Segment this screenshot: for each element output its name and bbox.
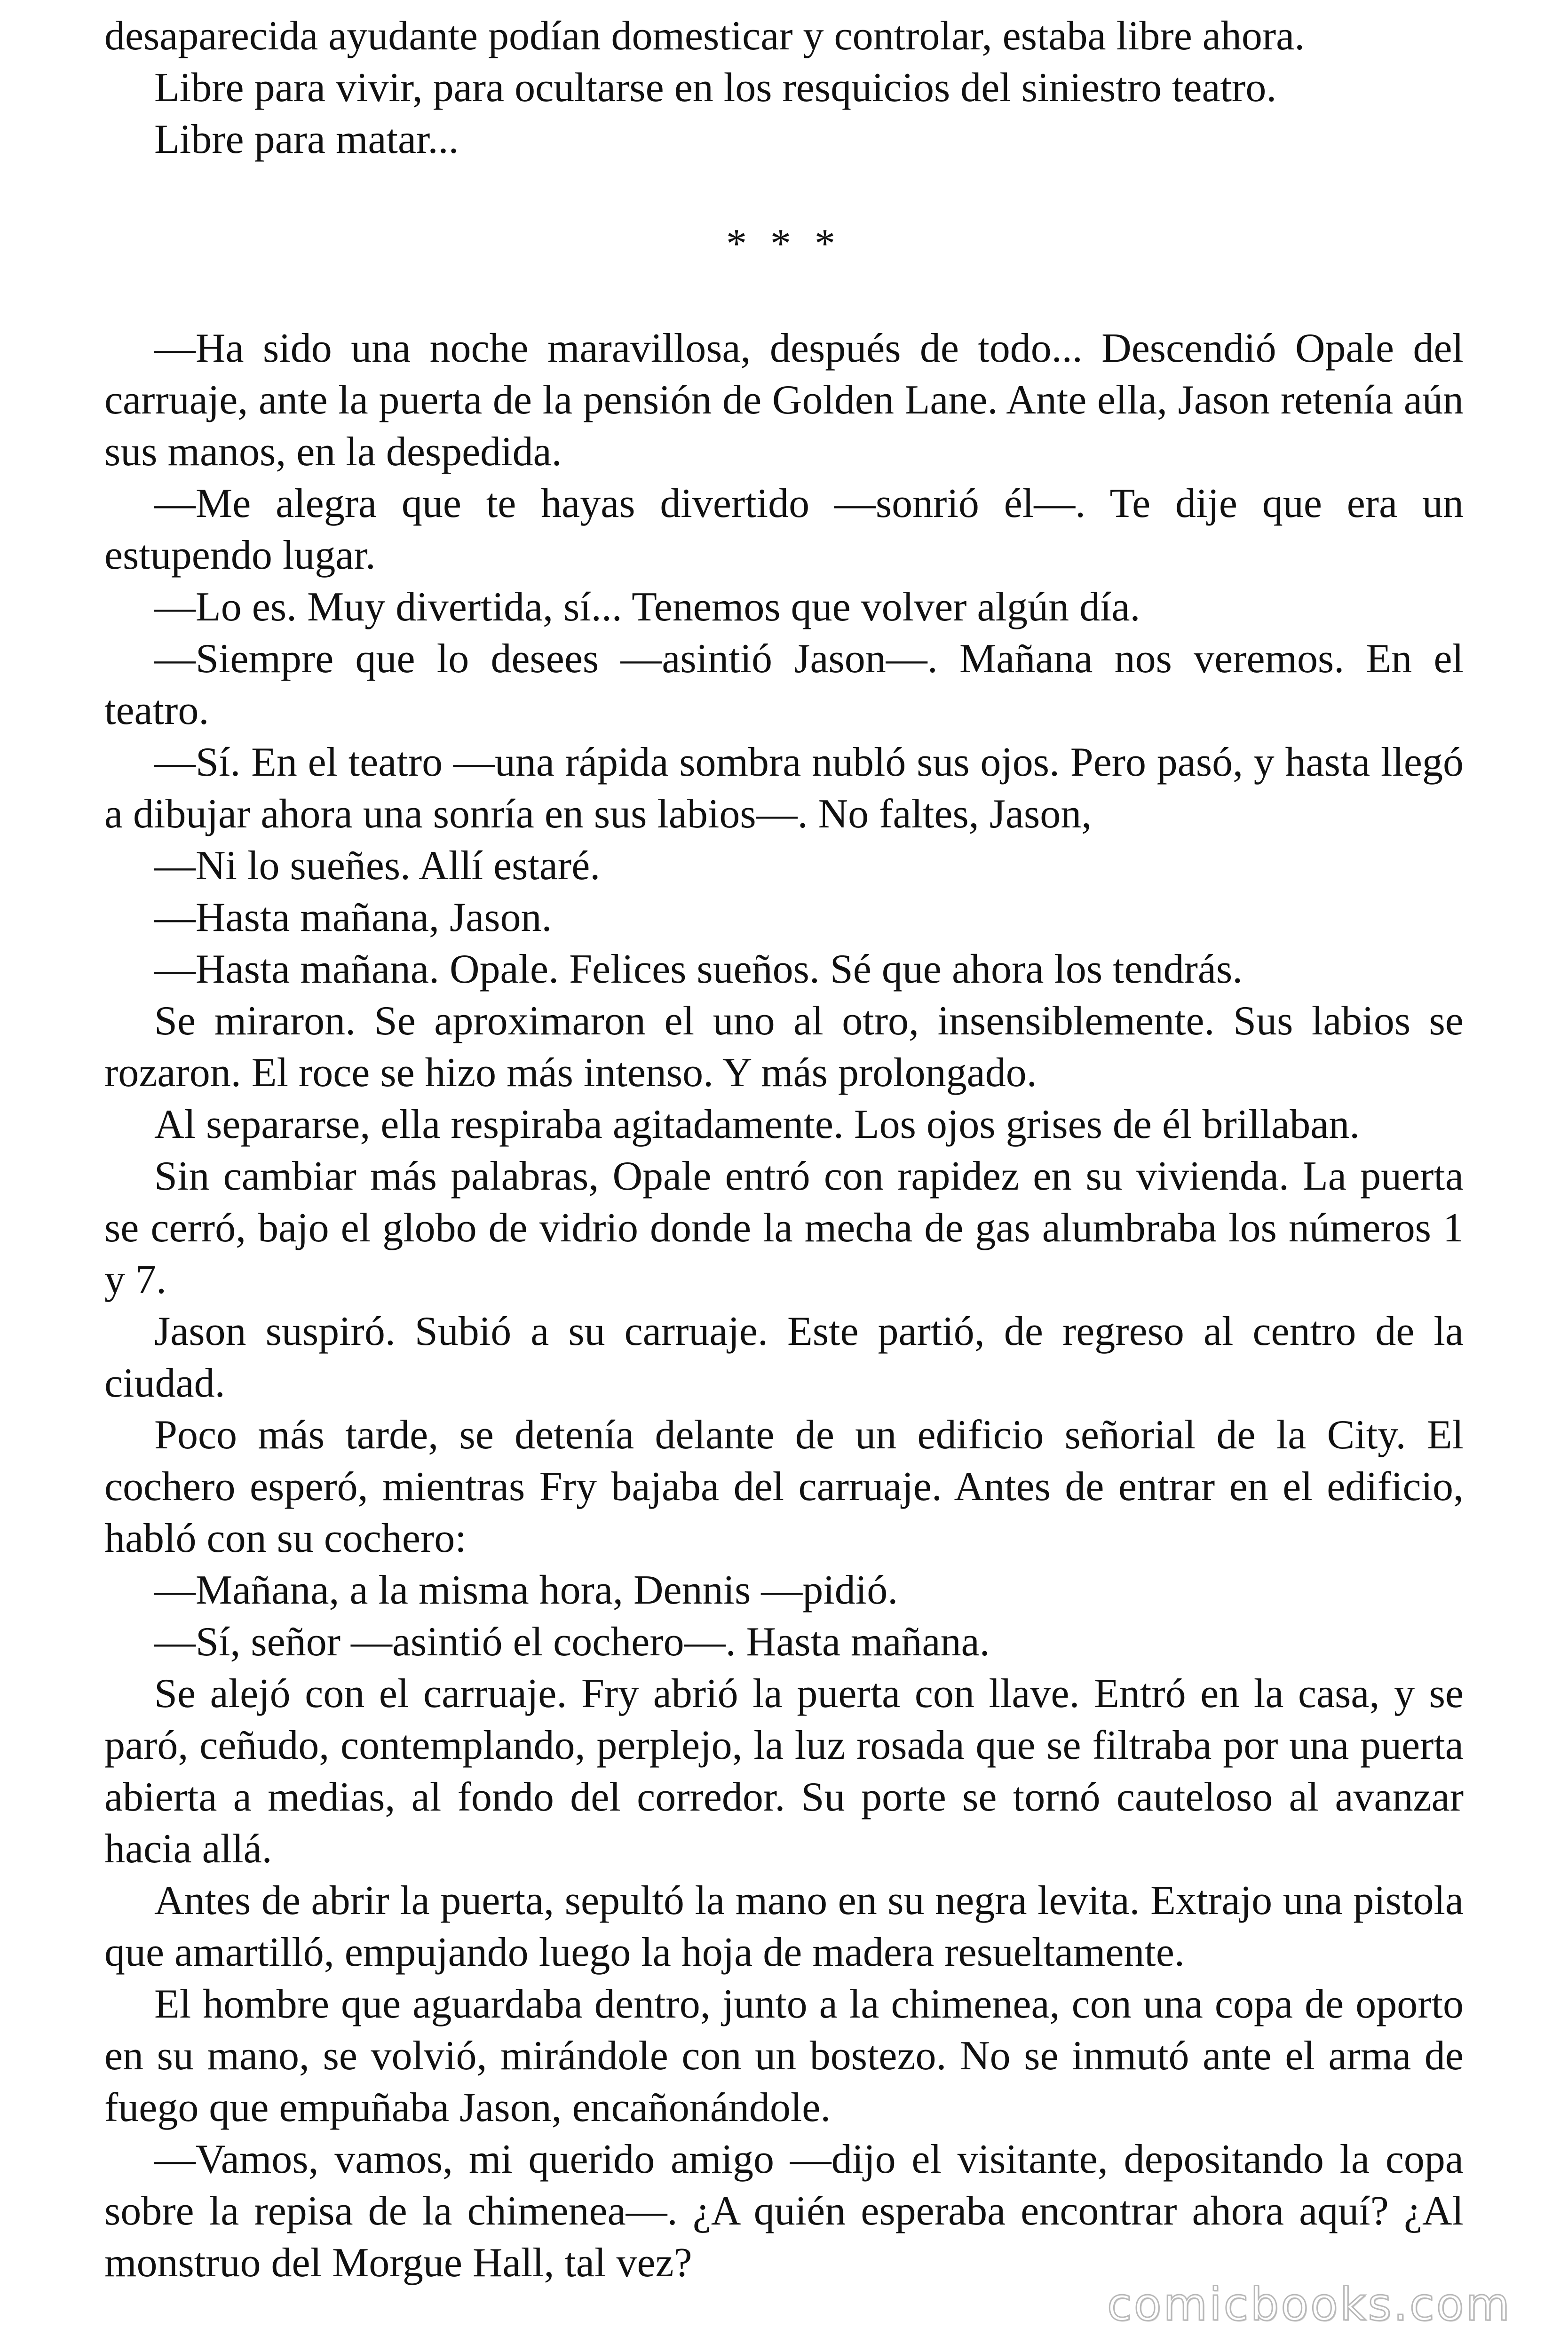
paragraph: —Siempre que lo desees —asintió Jason—. Mañana nos veremos. En el teatro. bbox=[104, 636, 1464, 733]
paragraph: —Sí, señor —asintió el cochero—. Hasta mañana. bbox=[154, 1619, 990, 1665]
paragraph: Libre para vivir, para ocultarse en los resquicios del siniestro teatro. bbox=[154, 65, 1277, 111]
paragraph: —Lo es. Muy divertida, sí... Tenemos que volver algún día. bbox=[154, 584, 1140, 630]
paragraph: —Hasta mañana. Opale. Felices sueños. Sé que ahora los tendrás. bbox=[154, 946, 1243, 992]
paragraph: —Ha sido una noche maravillosa, después de todo... Descendió Opale del carruaje, ante la puerta de la pensión de Golden Lane. Ante ella, Jason retenía aún sus manos, en la despedida. bbox=[104, 326, 1464, 475]
paragraph: Antes de abrir la puerta, sepultó la mano en su negra levita. Extrajo una pistola que amartilló, empujando luego la hoja de madera resueltamente. bbox=[104, 1878, 1464, 1975]
paragraph: El hombre que aguardaba dentro, junto a la chimenea, con una copa de oporto en su mano, se volvió, mirándole con un bostezo. No se inmutó ante el arma de fuego que empuñaba Jason, encañonándole. bbox=[104, 1981, 1464, 2130]
paragraph: Poco más tarde, se detenía delante de un edificio señorial de la City. El cochero esperó, mientras Fry bajaba del carruaje. Antes de entrar en el edificio, habló con su cochero: bbox=[104, 1412, 1464, 1561]
paragraph: —Me alegra que te hayas divertido —sonrió él—. Te dije que era un estupendo lugar. bbox=[104, 481, 1464, 578]
paragraph: —Vamos, vamos, mi querido amigo —dijo el visitante, depositando la copa sobre la repisa de la chimenea—. ¿A quién esperaba encontrar ahora aquí? ¿Al monstruo del Morgue Hall, tal vez? bbox=[104, 2137, 1464, 2286]
paragraph: —Sí. En el teatro —una rápida sombra nubló sus ojos. Pero pasó, y hasta llegó a dibujar ahora una sonría en sus labios—. No faltes, Jason, bbox=[104, 739, 1464, 837]
paragraph: —Ni lo sueñes. Allí estaré. bbox=[154, 843, 601, 889]
paragraph: Jason suspiró. Subió a su carruaje. Este partió, de regreso al centro de la ciudad. bbox=[104, 1309, 1464, 1406]
paragraph: —Mañana, a la misma hora, Dennis —pidió. bbox=[154, 1567, 898, 1613]
paragraph: desaparecida ayudante podían domesticar y controlar, estaba libre ahora. bbox=[104, 13, 1305, 59]
paragraph: Sin cambiar más palabras, Opale entró con rapidez en su vivienda. La puerta se cerró, bajo el globo de vidrio donde la mecha de gas alumbraba los números 1 y 7. bbox=[104, 1153, 1464, 1303]
paragraph: Libre para matar... bbox=[154, 117, 459, 162]
paragraph: Se miraron. Se aproximaron el uno al otro, insensiblemente. Sus labios se rozaron. El roce se hizo más intenso. Y más prolongado. bbox=[104, 998, 1464, 1096]
watermark: comicbooks.com bbox=[1107, 2278, 1512, 2331]
section-separator: * * * bbox=[726, 221, 842, 267]
paragraph: Al separarse, ella respiraba agitadamente. Los ojos grises de él brillaban. bbox=[154, 1102, 1360, 1147]
paragraph: —Hasta mañana, Jason. bbox=[154, 895, 552, 940]
page-body bbox=[104, 10, 1464, 2289]
paragraph: Se alejó con el carruaje. Fry abrió la puerta con llave. Entró en la casa, y se paró, ceñudo, contemplando, perplejo, la luz rosada que se filtraba por una puerta abierta a medias, al fondo del corredor. Su porte se tornó cauteloso al avanzar hacia allá. bbox=[104, 1671, 1464, 1872]
